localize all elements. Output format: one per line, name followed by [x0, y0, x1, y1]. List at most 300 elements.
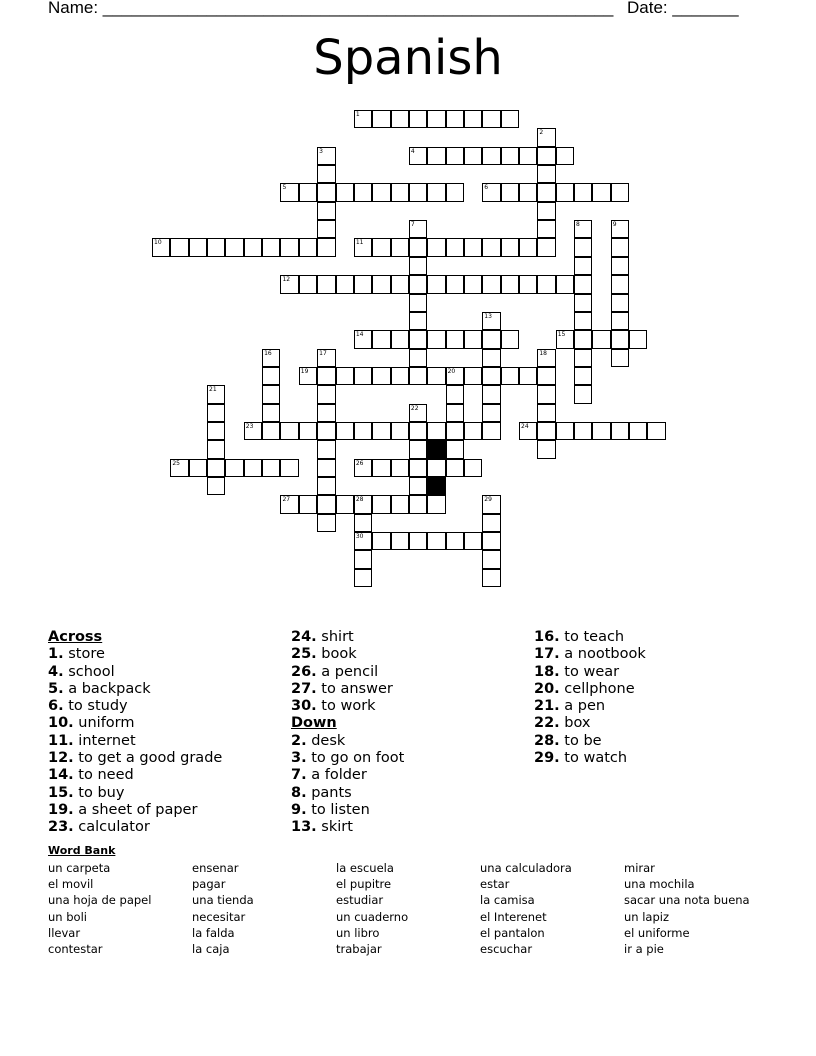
grid-cell[interactable] — [409, 477, 427, 495]
clue-number: 24. — [291, 629, 317, 645]
grid-cell[interactable] — [354, 550, 372, 568]
grid-cell[interactable] — [372, 459, 390, 477]
grid-cell[interactable] — [317, 275, 335, 293]
grid-cell[interactable] — [336, 367, 354, 385]
grid-cell[interactable] — [372, 367, 390, 385]
grid-cell[interactable] — [611, 294, 629, 312]
grid-cell[interactable] — [446, 459, 464, 477]
grid-cell[interactable] — [391, 330, 409, 348]
grid-cell[interactable] — [317, 459, 335, 477]
down-heading: Down — [291, 715, 337, 732]
grid-cell[interactable] — [574, 275, 592, 293]
clue-item — [48, 785, 222, 802]
grid-block — [427, 477, 445, 495]
grid-clue-number: 26 — [355, 459, 364, 467]
word-bank-word: una tienda — [192, 893, 254, 908]
grid-cell[interactable] — [262, 238, 280, 256]
grid-cell[interactable] — [317, 514, 335, 532]
grid-cell[interactable] — [391, 275, 409, 293]
grid-cell[interactable] — [501, 275, 519, 293]
clue-number: 23. — [48, 819, 74, 836]
grid-cell[interactable] — [372, 495, 390, 513]
clue-item — [291, 698, 404, 715]
grid-clue-number: 5 — [282, 184, 287, 192]
clue-column-3 — [534, 629, 646, 767]
grid-cell[interactable] — [354, 275, 372, 293]
grid-cell[interactable] — [409, 312, 427, 330]
grid-cell[interactable] — [207, 422, 225, 440]
grid-cell[interactable] — [262, 422, 280, 440]
grid-cell[interactable] — [592, 183, 610, 201]
grid-cell[interactable] — [482, 147, 500, 165]
word-bank-word: una mochila — [624, 877, 695, 892]
grid-cell[interactable] — [409, 422, 427, 440]
grid-cell[interactable] — [446, 404, 464, 422]
word-bank-word: llevar — [48, 925, 81, 940]
word-bank-column — [192, 860, 254, 957]
clue-text: book — [316, 646, 357, 663]
grid-cell[interactable] — [556, 422, 574, 440]
grid-cell[interactable] — [427, 495, 445, 513]
grid-cell[interactable] — [189, 459, 207, 477]
grid-cell[interactable] — [537, 275, 555, 293]
grid-cell[interactable] — [592, 330, 610, 348]
grid-cell[interactable] — [409, 367, 427, 385]
grid-cell[interactable] — [574, 385, 592, 403]
grid-clue-number: 22 — [410, 404, 419, 412]
word-bank-word: el movil — [48, 877, 94, 892]
grid-cell[interactable] — [446, 147, 464, 165]
clue-column-1 — [48, 629, 222, 837]
grid-cell[interactable] — [537, 404, 555, 422]
grid-cell[interactable] — [280, 459, 298, 477]
clue-text: to work — [316, 698, 376, 715]
clue-item — [534, 750, 646, 767]
grid-cell[interactable] — [280, 422, 298, 440]
grid-cell[interactable] — [170, 238, 188, 256]
grid-cell[interactable] — [501, 238, 519, 256]
grid-cell[interactable] — [427, 422, 445, 440]
clue-item — [534, 646, 646, 663]
clue-item — [291, 681, 404, 698]
clue-text: shirt — [316, 629, 354, 645]
grid-clue-number: 15 — [557, 331, 566, 339]
grid-cell[interactable] — [446, 440, 464, 458]
grid-cell[interactable] — [482, 550, 500, 568]
grid-cell[interactable] — [574, 238, 592, 256]
grid-cell[interactable] — [427, 275, 445, 293]
grid-cell[interactable] — [537, 367, 555, 385]
clue-number: 25. — [291, 646, 317, 663]
grid-cell[interactable] — [482, 367, 500, 385]
grid-clue-number: 30 — [355, 533, 364, 541]
clue-number: 9. — [291, 801, 307, 818]
grid-cell[interactable] — [225, 238, 243, 256]
grid-cell[interactable] — [317, 165, 335, 183]
grid-cell[interactable] — [574, 349, 592, 367]
grid-clue-number: 19 — [300, 367, 309, 375]
clue-item — [534, 664, 646, 681]
grid-clue-number: 21 — [209, 386, 217, 394]
grid-cell[interactable] — [629, 330, 647, 348]
grid-cell[interactable] — [299, 422, 317, 440]
grid-cell[interactable] — [391, 459, 409, 477]
grid-cell[interactable] — [391, 183, 409, 201]
grid-cell[interactable] — [629, 422, 647, 440]
grid-cell[interactable] — [409, 294, 427, 312]
grid-cell[interactable] — [372, 532, 390, 550]
word-bank-word: sacar una nota buena — [624, 893, 750, 908]
clue-text: to watch — [559, 750, 628, 767]
grid-cell[interactable] — [611, 349, 629, 367]
clue-text: a nootbook — [559, 646, 646, 663]
clue-number: 18. — [534, 663, 560, 680]
grid-cell[interactable] — [317, 367, 335, 385]
grid-cell[interactable] — [317, 385, 335, 403]
grid-cell[interactable] — [482, 330, 500, 348]
clue-item — [291, 646, 404, 663]
grid-cell[interactable] — [574, 312, 592, 330]
grid-cell[interactable] — [574, 294, 592, 312]
grid-cell[interactable] — [262, 459, 280, 477]
grid-cell[interactable] — [501, 367, 519, 385]
grid-cell[interactable] — [611, 238, 629, 256]
grid-cell[interactable] — [409, 532, 427, 550]
grid-cell[interactable] — [446, 183, 464, 201]
grid-cell[interactable] — [464, 147, 482, 165]
grid-cell[interactable] — [501, 330, 519, 348]
grid-cell[interactable] — [409, 238, 427, 256]
grid-cell[interactable] — [299, 495, 317, 513]
grid-cell[interactable] — [354, 569, 372, 587]
grid-clue-number: 9 — [612, 221, 617, 229]
grid-cell[interactable] — [611, 312, 629, 330]
grid-cell[interactable] — [556, 275, 574, 293]
clue-number: 15. — [48, 784, 74, 801]
grid-cell[interactable] — [372, 183, 390, 201]
clue-number: 4. — [48, 663, 64, 680]
grid-cell[interactable] — [317, 238, 335, 256]
grid-cell[interactable] — [207, 404, 225, 422]
grid-cell[interactable] — [409, 459, 427, 477]
clue-text: cellphone — [559, 680, 635, 697]
grid-cell[interactable] — [464, 110, 482, 128]
grid-clue-number: 16 — [264, 349, 272, 357]
grid-clue-number: 12 — [282, 276, 291, 284]
clue-text: store — [63, 646, 105, 663]
clue-number: 7. — [291, 767, 307, 784]
grid-cell[interactable] — [391, 422, 409, 440]
clue-number: 26. — [291, 663, 317, 680]
grid-cell[interactable] — [519, 238, 537, 256]
clue-item — [291, 733, 404, 750]
word-bank-word: mirar — [624, 861, 655, 875]
grid-cell[interactable] — [372, 275, 390, 293]
word-bank-word: la escuela — [336, 861, 394, 875]
grid-cell[interactable] — [537, 385, 555, 403]
grid-cell[interactable] — [482, 349, 500, 367]
clue-number: 16. — [534, 629, 560, 645]
grid-cell[interactable] — [611, 257, 629, 275]
grid-cell[interactable] — [537, 165, 555, 183]
grid-cell[interactable] — [317, 422, 335, 440]
grid-cell[interactable] — [409, 349, 427, 367]
grid-cell[interactable] — [409, 275, 427, 293]
grid-cell[interactable] — [244, 459, 262, 477]
grid-cell[interactable] — [262, 367, 280, 385]
grid-cell[interactable] — [409, 495, 427, 513]
word-bank-word: la camisa — [480, 893, 535, 908]
grid-cell[interactable] — [592, 422, 610, 440]
grid-cell[interactable] — [354, 183, 372, 201]
clue-number: 27. — [291, 680, 317, 697]
grid-cell[interactable] — [207, 238, 225, 256]
grid-cell[interactable] — [317, 202, 335, 220]
grid-cell[interactable] — [207, 477, 225, 495]
grid-cell[interactable] — [354, 367, 372, 385]
grid-cell[interactable] — [409, 330, 427, 348]
grid-cell[interactable] — [244, 238, 262, 256]
clue-number: 1. — [48, 646, 64, 663]
grid-cell[interactable] — [427, 367, 445, 385]
grid-cell[interactable] — [372, 238, 390, 256]
grid-cell[interactable] — [336, 422, 354, 440]
grid-cell[interactable] — [611, 422, 629, 440]
word-bank-word: contestar — [48, 942, 103, 957]
grid-cell[interactable] — [427, 110, 445, 128]
clue-number: 10. — [48, 715, 74, 732]
across-heading: Across — [48, 629, 103, 645]
grid-cell[interactable] — [317, 183, 335, 201]
clue-item — [291, 750, 404, 767]
grid-cell[interactable] — [354, 422, 372, 440]
grid-cell[interactable] — [574, 330, 592, 348]
grid-cell[interactable] — [336, 495, 354, 513]
grid-cell[interactable] — [501, 183, 519, 201]
clue-column-2 — [291, 629, 404, 837]
grid-cell[interactable] — [537, 183, 555, 201]
grid-cell[interactable] — [427, 532, 445, 550]
grid-cell[interactable] — [464, 238, 482, 256]
grid-cell[interactable] — [262, 404, 280, 422]
grid-cell[interactable] — [482, 275, 500, 293]
clue-number: 22. — [534, 715, 560, 732]
grid-cell[interactable] — [574, 367, 592, 385]
down-clue-list-continued — [534, 629, 646, 767]
word-bank-word: un cuaderno — [336, 909, 409, 924]
grid-cell[interactable] — [482, 422, 500, 440]
grid-cell[interactable] — [537, 147, 555, 165]
grid-cell[interactable] — [391, 238, 409, 256]
grid-cell[interactable] — [427, 183, 445, 201]
grid-cell[interactable] — [372, 110, 390, 128]
grid-cell[interactable] — [409, 110, 427, 128]
grid-cell[interactable] — [391, 495, 409, 513]
grid-cell[interactable] — [262, 385, 280, 403]
grid-cell[interactable] — [317, 220, 335, 238]
page-title: Spanish — [313, 30, 503, 86]
grid-cell[interactable] — [336, 183, 354, 201]
grid-clue-number: 6 — [484, 184, 489, 192]
grid-cell[interactable] — [299, 275, 317, 293]
clue-text: to be — [559, 732, 602, 749]
clue-item — [48, 802, 222, 819]
clue-text: calculator — [73, 819, 150, 836]
clue-text: a sheet of paper — [73, 801, 198, 818]
grid-cell[interactable] — [482, 385, 500, 403]
word-bank-title: Word Bank — [48, 844, 116, 857]
grid-cell[interactable] — [647, 422, 665, 440]
grid-cell[interactable] — [446, 275, 464, 293]
grid-cell[interactable] — [574, 183, 592, 201]
grid-cell[interactable] — [464, 367, 482, 385]
clue-text: to wear — [559, 663, 620, 680]
grid-cell[interactable] — [537, 202, 555, 220]
grid-clue-number: 4 — [410, 147, 415, 155]
grid-cell[interactable] — [299, 183, 317, 201]
word-bank-word: el pupitre — [336, 877, 392, 892]
grid-cell[interactable] — [446, 532, 464, 550]
clue-number: 30. — [291, 698, 317, 715]
grid-cell[interactable] — [446, 422, 464, 440]
grid-cell[interactable] — [409, 440, 427, 458]
clue-item — [534, 681, 646, 698]
clue-item — [291, 819, 404, 836]
word-bank-word: estar — [480, 877, 510, 892]
grid-cell[interactable] — [482, 238, 500, 256]
clue-text: a pencil — [316, 663, 379, 680]
grid-cell[interactable] — [446, 110, 464, 128]
grid-cell[interactable] — [372, 422, 390, 440]
grid-cell[interactable] — [464, 422, 482, 440]
grid-cell[interactable] — [317, 495, 335, 513]
grid-cell[interactable] — [482, 569, 500, 587]
grid-cell[interactable] — [519, 367, 537, 385]
grid-cell[interactable] — [501, 147, 519, 165]
clue-number: 13. — [291, 819, 317, 836]
grid-cell[interactable] — [482, 514, 500, 532]
grid-clue-number: 10 — [154, 239, 162, 247]
grid-clue-number: 17 — [319, 349, 327, 357]
word-bank-word: la falda — [192, 925, 235, 940]
grid-cell[interactable] — [482, 404, 500, 422]
grid-cell[interactable] — [280, 238, 298, 256]
across-clue-list-continued — [291, 629, 404, 715]
grid-clue-number: 23 — [245, 422, 254, 430]
clue-item — [291, 767, 404, 784]
clue-item — [48, 698, 222, 715]
grid-cell[interactable] — [354, 514, 372, 532]
grid-cell[interactable] — [464, 330, 482, 348]
grid-cell[interactable] — [427, 330, 445, 348]
grid-cell[interactable] — [391, 110, 409, 128]
clue-number: 12. — [48, 750, 74, 767]
grid-cell[interactable] — [519, 147, 537, 165]
word-bank-word: trabajar — [336, 942, 382, 957]
grid-cell[interactable] — [464, 532, 482, 550]
word-bank-word: necesitar — [192, 909, 246, 924]
clue-number: 5. — [48, 680, 64, 697]
grid-cell[interactable] — [537, 440, 555, 458]
grid-cell[interactable] — [537, 238, 555, 256]
name-field-label: Name: ______________________________________________________ — [48, 0, 614, 17]
grid-clue-number: 8 — [576, 221, 580, 229]
clue-item — [291, 664, 404, 681]
grid-clue-number: 24 — [521, 422, 529, 430]
clue-text: a folder — [306, 767, 367, 784]
grid-cell[interactable] — [409, 257, 427, 275]
clue-text: pants — [306, 784, 352, 801]
grid-cell[interactable] — [519, 183, 537, 201]
grid-cell[interactable] — [207, 459, 225, 477]
grid-cell[interactable] — [537, 220, 555, 238]
grid-cell[interactable] — [409, 183, 427, 201]
clue-text: desk — [306, 732, 346, 749]
clue-item — [291, 629, 404, 646]
grid-cell[interactable] — [574, 257, 592, 275]
grid-cell[interactable] — [317, 440, 335, 458]
grid-clue-number: 3 — [319, 147, 323, 155]
clue-item — [48, 819, 222, 836]
grid-cell[interactable] — [317, 477, 335, 495]
grid-cell[interactable] — [537, 422, 555, 440]
grid-cell[interactable] — [372, 330, 390, 348]
clue-text: internet — [73, 732, 136, 749]
grid-cell[interactable] — [207, 440, 225, 458]
clue-text: to study — [63, 698, 128, 715]
clue-number: 29. — [534, 750, 560, 767]
grid-cell[interactable] — [336, 275, 354, 293]
clue-text: a backpack — [63, 680, 151, 697]
date-field-label: Date: _______ — [627, 0, 739, 17]
clue-item — [534, 715, 646, 732]
grid-cell[interactable] — [519, 275, 537, 293]
grid-cell[interactable] — [446, 330, 464, 348]
word-bank-column — [336, 860, 408, 957]
clue-text: to buy — [73, 784, 125, 801]
grid-clue-number: 2 — [539, 129, 544, 137]
grid-cell[interactable] — [482, 110, 500, 128]
word-bank-word: la caja — [192, 942, 230, 957]
grid-clue-number: 14 — [355, 331, 364, 339]
grid-cell[interactable] — [501, 110, 519, 128]
grid-cell[interactable] — [464, 459, 482, 477]
grid-cell[interactable] — [464, 275, 482, 293]
grid-cell[interactable] — [482, 532, 500, 550]
grid-cell[interactable] — [574, 422, 592, 440]
grid-cell[interactable] — [556, 183, 574, 201]
grid-cell[interactable] — [427, 147, 445, 165]
grid-cell[interactable] — [391, 532, 409, 550]
clue-text: skirt — [316, 819, 353, 836]
word-bank-word: un libro — [336, 925, 380, 940]
grid-cell[interactable] — [427, 238, 445, 256]
grid-cell[interactable] — [391, 367, 409, 385]
clue-number: 11. — [48, 732, 74, 749]
grid-cell[interactable] — [299, 238, 317, 256]
grid-cell[interactable] — [611, 183, 629, 201]
grid-cell[interactable] — [189, 238, 207, 256]
clue-item — [48, 664, 222, 681]
grid-cell[interactable] — [611, 330, 629, 348]
grid-cell[interactable] — [446, 238, 464, 256]
grid-cell[interactable] — [556, 147, 574, 165]
grid-cell[interactable] — [446, 385, 464, 403]
grid-cell[interactable] — [611, 275, 629, 293]
grid-cell[interactable] — [317, 404, 335, 422]
grid-cell[interactable] — [427, 459, 445, 477]
grid-cell[interactable] — [225, 459, 243, 477]
